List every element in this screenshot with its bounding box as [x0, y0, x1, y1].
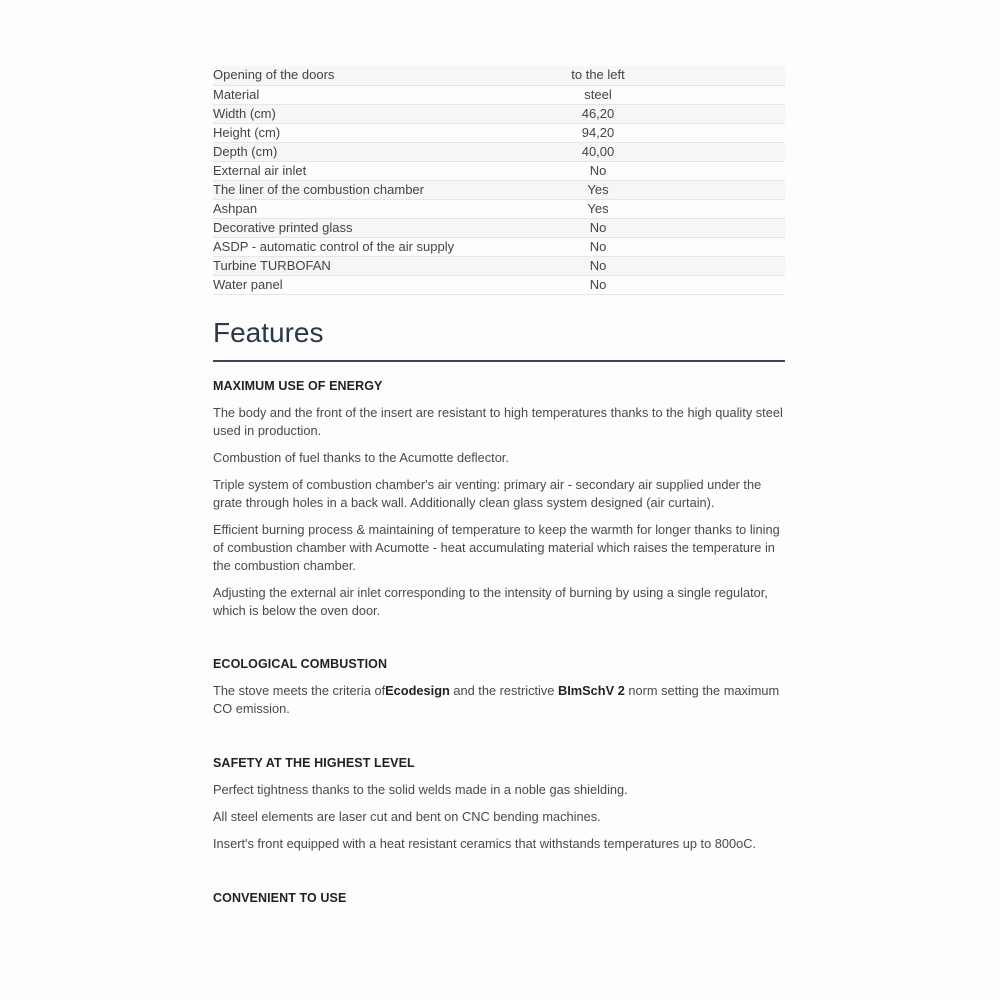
- section-ecological-combustion: [213, 655, 785, 718]
- paragraph: The body and the front of the insert are resistant to high temperatures thanks to the high quality steel used in production.: [213, 404, 783, 438]
- spec-label: Width (cm): [213, 104, 553, 123]
- eco-text-part: norm setting the maximum CO emission.: [213, 682, 780, 716]
- table-row: [213, 199, 785, 218]
- paragraph: Insert's front equipped with a heat resistant ceramics that withstands temperatures up to 800oC.: [213, 835, 757, 851]
- paragraph: Adjusting the external air inlet corresponding to the intensity of burning by using a single regulator, which is below the oven door.: [213, 584, 768, 618]
- spec-label: Material: [213, 85, 553, 104]
- eco-text-part: The stove meets the criteria of: [213, 682, 386, 698]
- spec-value: steel: [553, 85, 785, 104]
- section-convenient-to-use: [213, 889, 785, 907]
- spec-label: Turbine TURBOFAN: [213, 256, 553, 275]
- spec-value: 40,00: [553, 142, 785, 161]
- section-safety: [213, 754, 785, 853]
- table-row: [213, 142, 785, 161]
- table-row: [213, 85, 785, 104]
- section-heading: ECOLOGICAL COMBUSTION: [213, 656, 388, 671]
- table-row: [213, 275, 785, 294]
- spec-label: Ashpan: [213, 199, 553, 218]
- spec-label: External air inlet: [213, 161, 553, 180]
- features-title: Features: [213, 316, 785, 362]
- spec-value: No: [553, 256, 785, 275]
- paragraph: Combustion of fuel thanks to the Acumotte deflector.: [213, 449, 509, 465]
- spec-label: The liner of the combustion chamber: [213, 180, 553, 199]
- table-row: [213, 123, 785, 142]
- spec-label: Height (cm): [213, 123, 553, 142]
- spec-value: No: [553, 275, 785, 294]
- paragraph: [213, 682, 785, 718]
- paragraph: All steel elements are laser cut and bent on CNC bending machines.: [213, 808, 601, 824]
- spec-value: No: [553, 161, 785, 180]
- specifications-table: [213, 66, 785, 295]
- paragraph: Efficient burning process & maintaining of temperature to keep the warmth for longer thanks to lining of combustion chamber with Acumotte - heat accumulating material which raises the temperature in the combustion chamber.: [213, 521, 780, 573]
- table-row: [213, 104, 785, 123]
- paragraph: Triple system of combustion chamber's air venting: primary air - secondary air supplied under the grate through holes in a back wall. Additionally clean glass system designed (air curtain).: [213, 476, 762, 510]
- spec-label: Depth (cm): [213, 142, 553, 161]
- bimschv-label: BImSchV 2: [557, 682, 625, 698]
- table-row: [213, 161, 785, 180]
- table-row: [213, 256, 785, 275]
- table-row: [213, 218, 785, 237]
- spec-value: No: [553, 237, 785, 256]
- spec-label: Opening of the doors: [213, 66, 553, 85]
- paragraph: Perfect tightness thanks to the solid welds made in a noble gas shielding.: [213, 781, 628, 797]
- spec-value: 46,20: [553, 104, 785, 123]
- section-heading: SAFETY AT THE HIGHEST LEVEL: [213, 755, 415, 770]
- spec-label: Water panel: [213, 275, 553, 294]
- table-row: [213, 180, 785, 199]
- section-maximum-use-of-energy: [213, 377, 785, 620]
- spec-label: ASDP - automatic control of the air supply: [213, 237, 553, 256]
- spec-value: 94,20: [553, 123, 785, 142]
- spec-value: to the left: [553, 66, 785, 85]
- spec-value: Yes: [553, 180, 785, 199]
- section-heading: CONVENIENT TO USE: [213, 890, 347, 905]
- spec-value: Yes: [553, 199, 785, 218]
- eco-text-part: and the restrictive: [449, 682, 558, 698]
- table-row: [213, 237, 785, 256]
- product-details: [213, 66, 785, 907]
- spec-value: No: [553, 218, 785, 237]
- table-row: [213, 66, 785, 85]
- ecodesign-label: Ecodesign: [385, 682, 450, 698]
- spec-label: Decorative printed glass: [213, 218, 553, 237]
- section-heading: MAXIMUM USE OF ENERGY: [213, 378, 383, 393]
